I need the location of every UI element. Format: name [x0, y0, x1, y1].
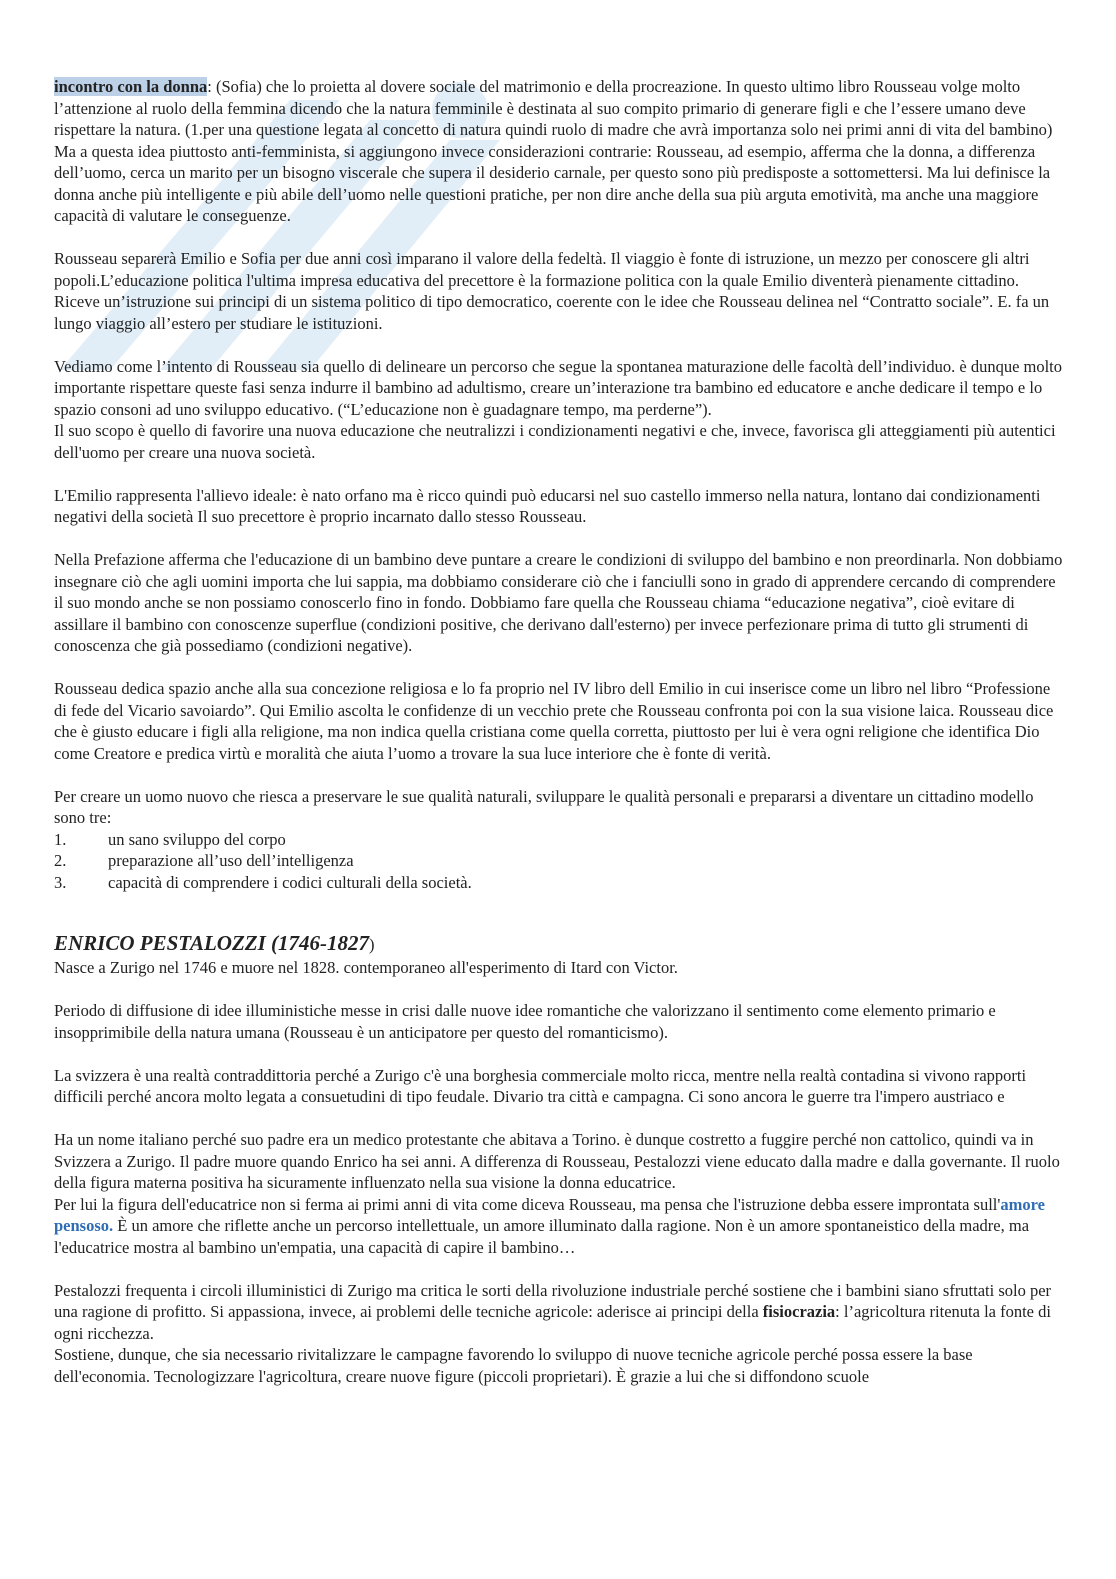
- numbered-list: [54, 829, 1066, 894]
- paragraph-separation: Rousseau separerà Emilio e Sofia per due anni così imparano il valore della fedeltà. Il viaggio è fonte di istruzione, un mezzo per conoscere gli altri popoli.L’educazione politica l'ultima impresa educativa del precettore è la formazione politica con la quale Emilio diventerà pienamente cittadino. Riceve un’istruzione sui principi di un sistema politico di tipo democratico, coerente con le idee che Rousseau delinea nel “Contratto sociale”. E. fa un lungo viaggio all’estero per studiare le istituzioni.: [54, 249, 1050, 333]
- section-heading: ENRICO PESTALOZZI (1746-1827): [54, 931, 375, 955]
- paragraph-three-elements: Per creare un uomo nuovo che riesca a preservare le sue qualità naturali, sviluppare le qualità personali e prepararsi a diventare un cittadino modello sono tre:: [54, 786, 1034, 827]
- list-item: 1. un sano sviluppo del corpo: [54, 829, 286, 849]
- paragraph-amore: Per lui la figura dell'educatrice non si ferma ai primi anni di vita come diceva Rousseau, ma pensa che l'istruzione debba essere improntata sull'amore pensoso. È un amore che riflette anche un percorso intellettuale, un amore illuminato dalla ragione. Non è un amore spontaneistico della madre, ma l'educatrice mostra al bambino un'empatia, una capacità di capire il bambino…: [54, 1194, 1045, 1257]
- paragraph-campagne: Sostiene, dunque, che sia necessario rivitalizzare le campagne favorendo lo sviluppo di nuove tecniche agricole perché possa essere la base dell'economia. Tecnologizzare l'agricoltura, creare nuove figure (piccoli proprietari). È grazie a lui che si diffondono scuole: [54, 1345, 973, 1386]
- highlighted-term: amore pensoso.: [54, 1194, 1045, 1235]
- paragraph-maturation: Vediamo come l’intento di Rousseau sia quello di delineare un percorso che segue la spontanea maturazione delle facoltà dell’individuo. è dunque molto importante rispettare queste fasi senza indurre il bambino ad adultismo, creare un’interazione tra bambino ed educatore e anche dedicare il tempo e lo spazio consoni ad uno sviluppo educativo. (“L’educazione non è guadagnare tempo, ma perderne”).: [54, 356, 1063, 419]
- highlighted-term: incontro con la donna: [54, 77, 208, 96]
- paragraph-emilio: L'Emilio rappresenta l'allievo ideale: è nato orfano ma è ricco quindi può educarsi nel suo castello immerso nella natura, lontano dai condizionamenti negativi della società Il suo precettore è proprio incarnato dallo stesso Rousseau.: [54, 485, 1041, 526]
- document-page: [54, 76, 1066, 1387]
- paragraph-birth: Nasce a Zurigo nel 1746 e muore nel 1828. contemporaneo all'esperimento di Itard con Victor.: [54, 958, 678, 977]
- paragraph-fisiocrazia: Pestalozzi frequenta i circoli illuministici di Zurigo ma critica le sorti della rivoluzione industriale perché sostiene che i bambini siano sfruttati solo per una ragione di profitto. Si appassiona, invece, ai problemi delle tecniche agricole: aderisce ai principi della fisiocrazia: l’agricoltura ritenuta la fonte di ogni ricchezza.: [54, 1280, 1052, 1343]
- paragraph-religion: Rousseau dedica spazio anche alla sua concezione religiosa e lo fa proprio nel IV libro dell Emilio in cui inserisce come un libro nel libro “Professione di fede del Vicario savoiardo”. Qui Emilio ascolta le confidenze di un vecchio prete che Rousseau confronta poi con la sua visione laica. Rousseau dice che è giusto educare i figli alla religione, ma non indica quella cristiana come quella corretta, piuttosto per lui è vera ogni religione che identifica Dio come Creatore e predica virtù e moralità che aiuta l’uomo a trovare la sua luce interiore che è fonte di verità.: [54, 679, 1054, 763]
- bold-term: fisiocrazia: [762, 1302, 836, 1321]
- list-item: 3. capacità di comprendere i codici culturali della società.: [54, 872, 472, 892]
- paragraph-scope: Il suo scopo è quello di favorire una nuova educazione che neutralizzi i condizionamenti negativi e che, invece, favorisca gli atteggiamenti più autentici dell'uomo per creare una nuova società.: [54, 421, 1056, 462]
- paragraph-switzerland: La svizzera è una realtà contraddittoria perché a Zurigo c'è una borghesia commerciale molto ricca, mentre nella realtà contadina si vivono rapporti difficili perché ancora molto legata a consuetudini di tipo feudale. Divario tra città e campagna. Ci sono ancora le guerre tra l'impero austriaco e: [54, 1065, 1027, 1106]
- list-item: 2. preparazione all’uso dell’intelligenza: [54, 851, 354, 870]
- paragraph-sofia: incontro con la donna: (Sofia) che lo proietta al dovere sociale del matrimonio e della procreazione. In questo ultimo libro Rousseau volge molto l’attenzione al ruolo della femmina dicendo che la natura femminile è destinata al suo compito primario di generare figli e che l’essere umano deve rispettare la natura. (1.per una questione legata al concetto di natura quindi ruolo di madre che avrà importanza solo nei primi anni di vita del bambino) Ma a questa idea piuttosto anti-femminista, si aggiungono invece considerazioni contrarie: Rousseau, ad esempio, afferma che la donna, a differenza dell’uomo, cerca un marito per un bisogno viscerale che supera il desiderio carnale, per questo sono più predisposte a sottomettersi. Ma lui definisce la donna anche più intelligente e più abile dell’uomo nelle questioni pratiche, per non dire anche della sua più arguta emotività, ma anche una maggiore capacità di valutare le conseguenze.: [54, 77, 1053, 225]
- paragraph-prefazione: Nella Prefazione afferma che l'educazione di un bambino deve puntare a creare le condizioni di sviluppo del bambino e non preordinarla. Non dobbiamo insegnare ciò che agli uomini importa che lui sappia, ma dobbiamo considerare ciò che i fanciulli sono in grado di apprendere cercando di comprendere il suo mondo anche se non possiamo conoscerlo fino in fondo. Dobbiamo fare quella che Rousseau chiama “educazione negativa”, cioè evitare di assillare il bambino con conoscenze superflue (condizioni positive, che derivano dall'esterno) per invece perfezionare prima di tutto gli strumenti di conoscenza che già possediamo (condizioni negative).: [54, 550, 1063, 655]
- paragraph-name: Ha un nome italiano perché suo padre era un medico protestante che abitava a Torino. è dunque costretto a fuggire perché non cattolico, quindi va in Svizzera a Zurigo. Il padre muore quando Enrico ha sei anni. A differenza di Rousseau, Pestalozzi viene educato dalla madre e dalla governante. Il ruolo della figura materna positiva ha sicuramente influenzato nella sua visione la donna educatrice.: [54, 1130, 1060, 1192]
- paragraph-period: Periodo di diffusione di idee illuministiche messe in crisi dalle nuove idee romantiche che valorizzano il sentimento come elemento primario e insopprimibile della natura umana (Rousseau è un anticipatore per questo del romanticismo).: [54, 1001, 996, 1042]
